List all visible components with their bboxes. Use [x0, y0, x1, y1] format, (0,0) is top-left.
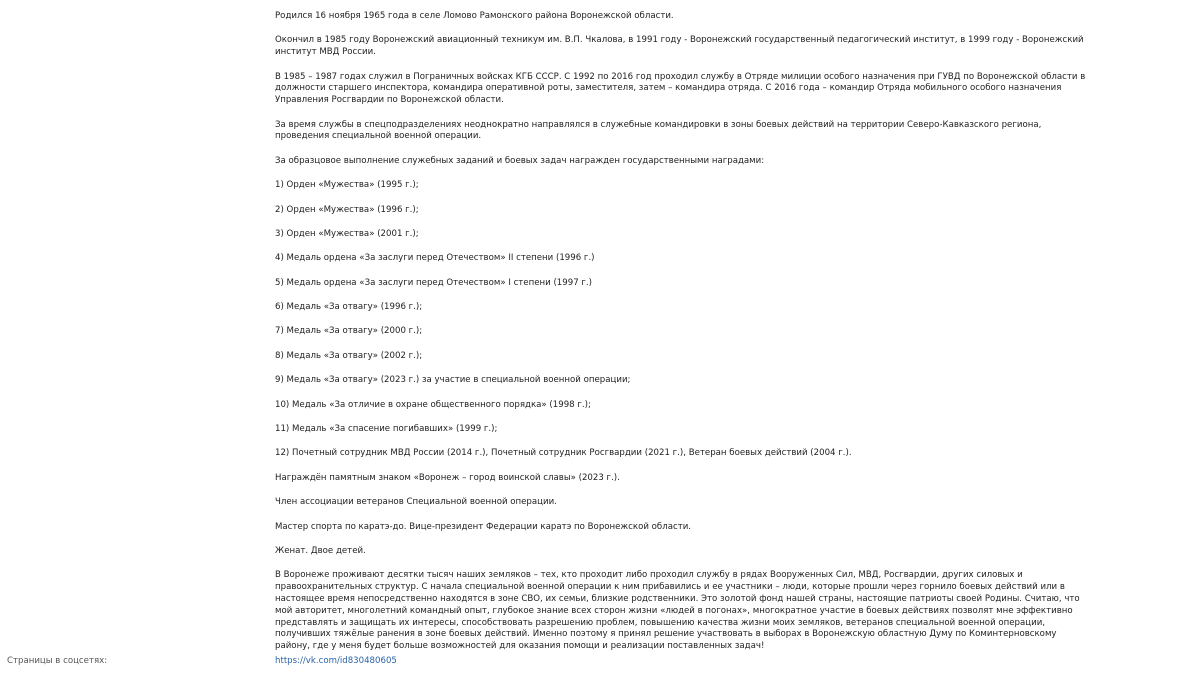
bio-sport: Мастер спорта по каратэ-до. Вице-президент Федерации каратэ по Воронежской области. [275, 521, 692, 532]
awards-list [275, 180, 1087, 460]
vk-profile-link[interactable]: https://vk.com/id830480605 [275, 656, 397, 666]
social-label: Страницы в соцсетях: [7, 656, 108, 666]
bio-association: Член ассоциации ветеранов Специальной военной операции. [275, 497, 557, 508]
award-item: 1) Орден «Мужества» (1995 г.); [275, 180, 419, 191]
award-item: 4) Медаль ордена «За заслуги перед Отечеством» II степени (1996 г.) [275, 253, 595, 264]
bio-born: Родился 16 ноября 1965 года в селе Ломово Рамонского района Воронежской области. [275, 11, 674, 21]
bio-education: Окончил в 1985 году Воронежский авиационный техникум им. В.П. Чкалова, в 1991 году - Воронежский государственный педагогический институт, в 1999 году - Воронежский институт МВД России. [275, 35, 1084, 58]
bio-statement: В Воронеже проживают десятки тысяч наших земляков – тех, кто проходит либо проходил службу в рядах Вооруженных Сил, МВД, Росгвардии, других силовых и правоохранительных структур. С начала специальной военной операции к ним прибавились и ее участники – люди, которые прошли через горнило боевых действий или в настоящее время непосредственно находятся в зоне СВО, их семьи, близкие родственники. Это золотой фонд нашей страны, настоящие патриоты своей Родины. Считаю, что мой авторитет, многолетний командный опыт, глубокое знание всех сторон жизни «людей в погонах», многократное участие в боевых действиях позволят мне эффективно представлять и защищать их интересы, способствовать разрешению проблем, повышению качества жизни моих земляков, ветеранов специальной военной операции, получивших тяжёлые ранения в зоне боевых действий. Именно поэтому я принял решение участвовать в выборах в Воронежскую областную Думу по Коминтерновскому району, где у меня будет больше возможностей для оказания помощи и реализации поставленных задач! [275, 570, 1080, 652]
biography-content [275, 11, 1087, 666]
awards-intro: За образцовое выполнение служебных заданий и боевых задач награжден государственными наградами: [275, 155, 765, 166]
award-item: 8) Медаль «За отвагу» (2002 г.); [275, 350, 423, 361]
award-item: 2) Орден «Мужества» (1996 г.); [275, 204, 419, 215]
bio-family: Женат. Двое детей. [275, 546, 366, 556]
award-item: 12) Почетный сотрудник МВД России (2014 г.), Почетный сотрудник Росгвардии (2021 г.), Ветеран боевых действий (2004 г.). [275, 448, 852, 459]
award-item: 7) Медаль «За отвагу» (2000 г.); [275, 326, 423, 337]
bio-badge: Награждён памятным знаком «Воронеж – город воинской славы» (2023 г.). [275, 472, 620, 483]
award-item: 6) Медаль «За отвагу» (1996 г.); [275, 302, 423, 313]
social-row [0, 656, 1200, 670]
award-item: 9) Медаль «За отвагу» (2023 г.) за участие в специальной военной операции; [275, 375, 631, 386]
award-item: 10) Медаль «За отличие в охране общественного порядка» (1998 г.); [275, 399, 591, 410]
bio-missions: За время службы в спецподразделениях неоднократно направлялся в служебные командировки в зоны боевых действий на территории Северо-Кавказского региона, проведения специальной военной операции. [275, 119, 1042, 142]
award-item: 3) Орден «Мужества» (2001 г.); [275, 228, 419, 239]
award-item: 11) Медаль «За спасение погибавших» (1999 г.); [275, 424, 498, 435]
bio-service: В 1985 – 1987 годах служил в Пограничных войсках КГБ СССР. С 1992 по 2016 год проходил службу в Отряде милиции особого назначения при ГУВД по Воронежской области в должности старшего инспектора, командира оперативной роты, заместителя, затем – командира отряда. С 2016 года – командир Отряда мобильного особого назначения Управления Росгвардии по Воронежской области. [275, 71, 1086, 106]
award-item: 5) Медаль ордена «За заслуги перед Отечеством» I степени (1997 г.) [275, 277, 592, 288]
